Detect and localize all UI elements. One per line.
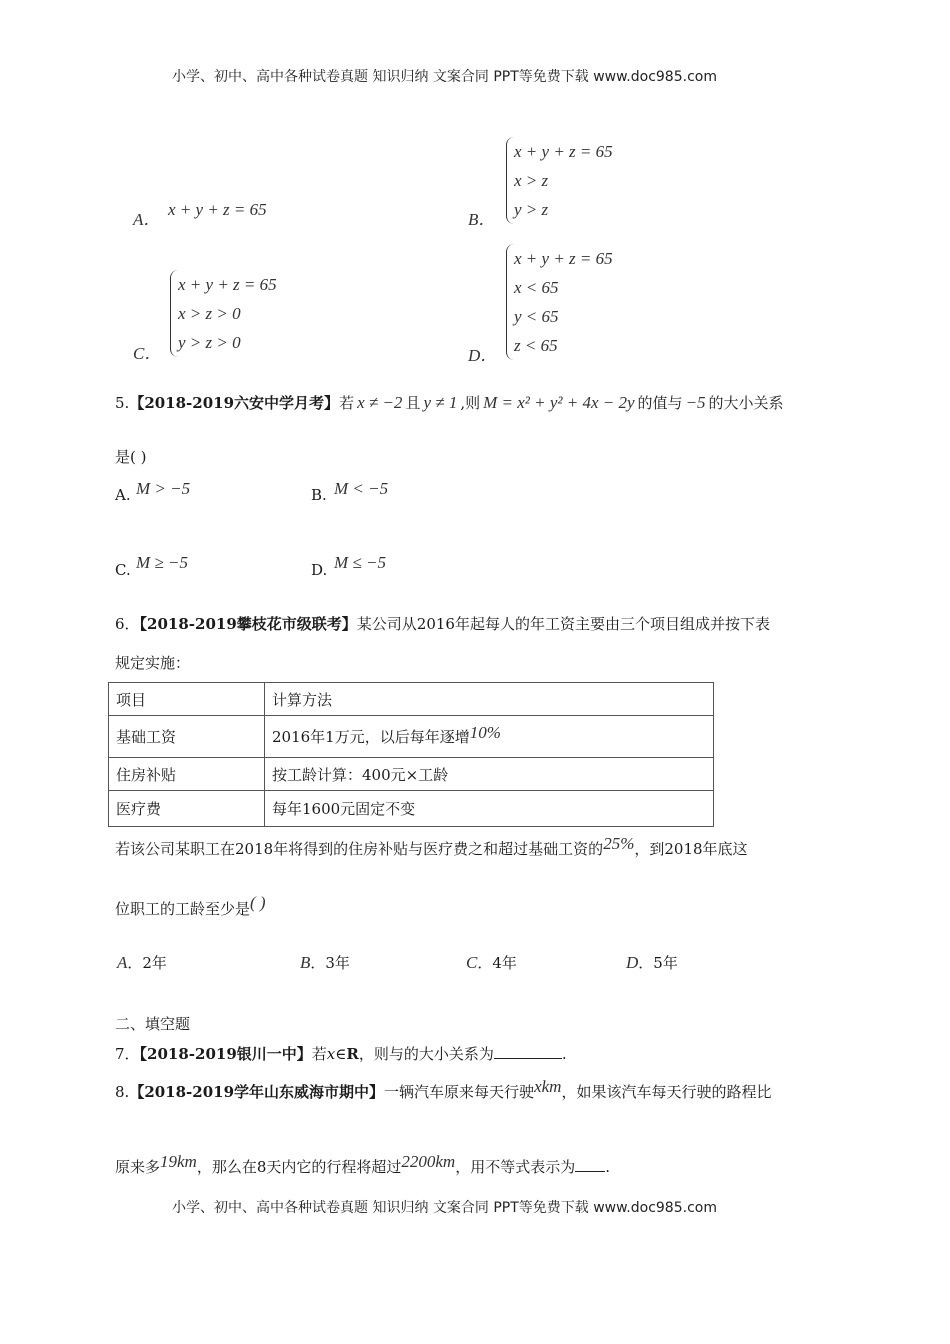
q8-stem: [115, 1077, 772, 1102]
q6-stem: [115, 613, 770, 634]
q6-source: 【2018-2019攀枝花市级联考】: [139, 615, 357, 633]
q6-option-d-label: D: [626, 953, 639, 972]
q6-text: 某公司从2016年起每人的年工资主要由三个项目组成并按下表: [356, 615, 770, 633]
q8-text: ，用不等式表示为: [455, 1158, 576, 1176]
q4-c-line: x + y + z = 65: [178, 275, 277, 294]
q5-math: −5: [685, 393, 706, 412]
q6-option-a-text: ．2年: [127, 954, 167, 972]
table-row: [109, 791, 714, 827]
q6-option-b: [300, 952, 350, 973]
q7-symbol: ∈: [335, 1045, 347, 1063]
q6-text: 位职工的工龄至少是: [115, 900, 251, 918]
q4-c-line: y > z > 0: [178, 333, 241, 352]
table-row: [109, 716, 714, 758]
q5-text: 的值与: [637, 394, 683, 412]
q4-d-line: z < 65: [514, 336, 558, 355]
q6-option-b-label: B: [300, 953, 311, 972]
q8-source: 【2018-2019学年山东威海市期中】: [129, 1083, 385, 1101]
page-footer: 小学、初中、高中各种试卷真题 知识归纳 文案合同 PPT等免费下载 www.doc985.com: [172, 1200, 717, 1216]
q6-option-d-text: ．5年: [638, 954, 678, 972]
table-header-row: [109, 683, 714, 716]
table-cell: 住房补贴: [109, 758, 265, 791]
q4-option-d-label: D．: [468, 346, 498, 365]
q6-followup: [115, 834, 748, 859]
q4-d-line: x + y + z = 65: [514, 249, 613, 268]
q8-text: ，如果该汽车每天行驶的路程比: [561, 1083, 772, 1101]
q7-answer-blank[interactable]: [494, 1058, 562, 1059]
q6-option-a: [117, 952, 167, 973]
q5-text: 的大小关系: [708, 394, 784, 412]
q4-option-c-system: [170, 270, 370, 357]
q4-option-a-expr: x + y + z = 65: [168, 200, 267, 219]
table-cell-text: 2016年1万元，以后每年逐增: [272, 728, 470, 746]
q6-option-a-label: A: [117, 953, 128, 972]
salary-table: [108, 682, 714, 827]
q6-text: ，到2018年底这: [634, 840, 748, 858]
q6-option-b-text: ．3年: [310, 954, 350, 972]
q8-answer-blank[interactable]: [575, 1171, 605, 1172]
q5-math: y ≠ 1: [423, 393, 458, 412]
q6-text: 若该公司某职工在2018年将得到的住房补贴与医疗费之和超过基础工资的: [115, 840, 604, 858]
table-cell-math: 10%: [469, 723, 501, 742]
q6-stem-line2: 规定实施：: [115, 654, 191, 672]
q4-option-c-label: C．: [133, 344, 162, 363]
q4-d-line: x < 65: [514, 278, 559, 297]
q8-text: 一辆汽车原来每天行驶: [384, 1083, 535, 1101]
q8-end: .: [605, 1158, 611, 1176]
page-header: 小学、初中、高中各种试卷真题 知识归纳 文案合同 PPT等免费下载 www.doc985.com: [172, 69, 717, 85]
q7-variable: x: [326, 1045, 336, 1063]
q6-followup-line2: [115, 893, 266, 919]
q5-option-d-math: M ≤ −5: [334, 553, 386, 572]
q7-real-set: R: [346, 1045, 359, 1063]
q8-text: ，那么在8天内它的行程将超过: [196, 1158, 402, 1176]
q7-text: 若: [311, 1045, 327, 1063]
q5-option-b-label: B.: [311, 486, 327, 504]
q5-option-c-label: C.: [115, 561, 131, 579]
q5-option-d-label: D.: [311, 561, 328, 579]
table-cell: [265, 716, 714, 758]
q6-option-c-text: ．4年: [477, 954, 517, 972]
section-title: 二、填空题: [115, 1015, 191, 1033]
table-header-cell: 计算方法: [265, 683, 714, 716]
q6-option-c-label: C: [466, 953, 478, 972]
q5-option-a-label: A.: [115, 486, 131, 504]
q5-math: M = x² + y² + 4x − 2y: [483, 393, 635, 412]
q4-option-b-label: B．: [468, 210, 496, 229]
q5-option-a-math: M > −5: [136, 479, 191, 498]
q5-option-b-math: M < −5: [334, 479, 389, 498]
q4-d-line: y < 65: [514, 307, 559, 326]
q5-math: x ≠ −2: [357, 393, 403, 412]
q8-math: xkm: [534, 1077, 562, 1096]
table-row: [109, 758, 714, 791]
q7-source: 【2018-2019银川一中】: [139, 1045, 312, 1063]
q6-math: 25%: [603, 834, 635, 853]
q4-option-d-system: [506, 244, 706, 360]
q4-b-line: y > z: [514, 200, 549, 219]
q5-stem: [115, 392, 784, 413]
q8-math: 19km: [160, 1152, 197, 1171]
q7-end: .: [561, 1045, 567, 1063]
q5-text: ,则: [460, 394, 481, 412]
q4-b-line: x + y + z = 65: [514, 142, 613, 161]
table-cell: 按工龄计算：400元×工龄: [265, 758, 714, 791]
table-cell: 每年1600元固定不变: [265, 791, 714, 827]
table-cell: 基础工资: [109, 716, 265, 758]
q5-text: 若: [339, 394, 355, 412]
q7-text: ，则与的大小关系为: [358, 1045, 494, 1063]
q6-number: 6．: [115, 615, 140, 633]
q4-b-line: x > z: [514, 171, 549, 190]
table-header-cell: 项目: [109, 683, 265, 716]
q4-option-a-label: A．: [133, 210, 161, 229]
q7-number: 7．: [115, 1045, 140, 1063]
q4-option-b-system: [506, 137, 706, 224]
q8-text: 原来多: [115, 1158, 161, 1176]
q5-number: 5.: [115, 394, 130, 412]
q6-option-c: [466, 952, 517, 973]
q5-text: 且: [405, 394, 421, 412]
q6-option-d: [626, 952, 678, 973]
q5-stem-line2: 是( ): [115, 448, 147, 466]
q8-number: 8.: [115, 1083, 130, 1101]
q8-math: 2200km: [401, 1152, 456, 1171]
table-cell: 医疗费: [109, 791, 265, 827]
q6-paren: ( ): [250, 893, 266, 912]
q5-source: 【2018-2019六安中学月考】: [129, 394, 340, 412]
q7-stem: [115, 1043, 567, 1064]
q4-c-line: x > z > 0: [178, 304, 241, 323]
q8-stem-line2: [115, 1152, 611, 1177]
q5-option-c-math: M ≥ −5: [136, 553, 188, 572]
